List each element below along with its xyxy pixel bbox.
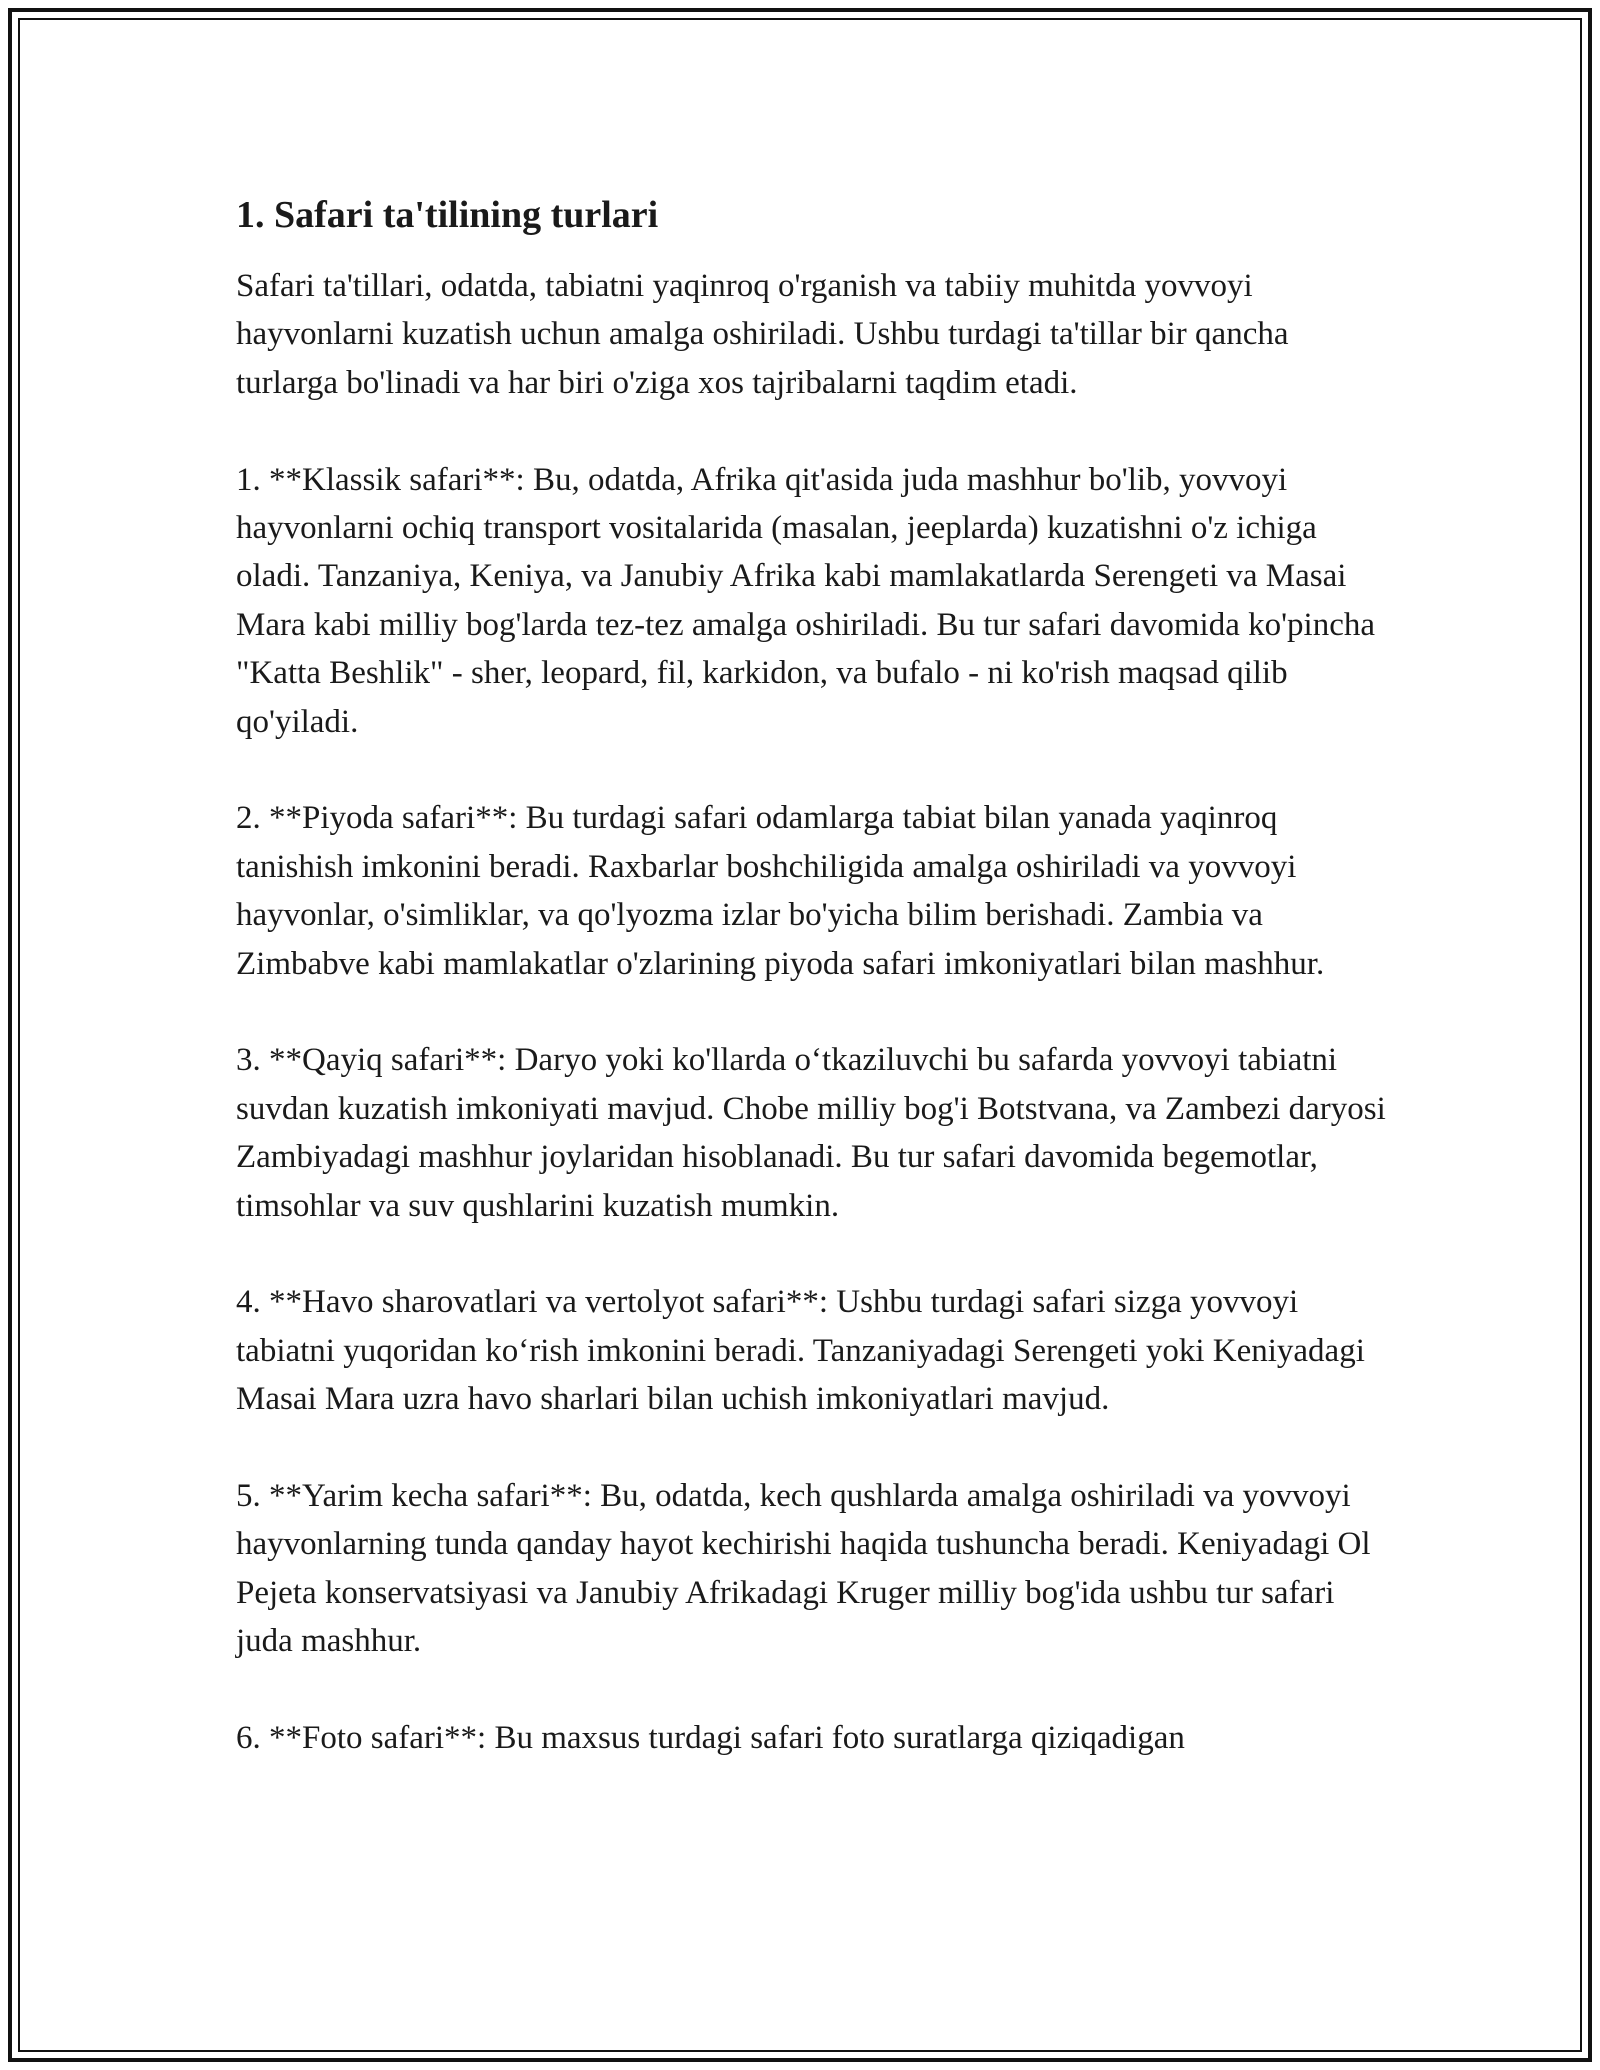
list-item-boat-safari: 3. **Qayiq safari**: Daryo yoki ko'llarda o‘tkaziluvchi bu safarda yovvoyi tabiatni suvdan kuzatish imkoniyati mavjud. Chobe milliy bog'i Botstvana, va Zambezi daryosi Zambiyadagi mashhur joylaridan hisoblanadi. Bu tur safari davomida begemotlar, timsohlar va suv qushlarini kuzatish mumkin. (236, 1042, 1386, 1224)
document-body (236, 186, 1386, 1811)
list-item-classic-safari: 1. **Klassik safari**: Bu, odatda, Afrika qit'asida juda mashhur bo'lib, yovvoyi hayvonlarni ochiq transport vositalarida (masalan, jeeplarda) kuzatishni o'z ichiga oladi. Tanzaniya, Keniya, va Janubiy Afrika kabi mamlakatlarda Serengeti va Masai Mara kabi milliy bog'larda tez-tez amalga oshiriladi. Bu tur safari davomida ko'pincha "Katta Beshlik" - sher, leopard, fil, karkidon, va bufalo - ni ko'rish maqsad qilib qo'yiladi. (236, 461, 1376, 740)
intro-paragraph: Safari ta'tillari, odatda, tabiatni yaqinroq o'rganish va tabiiy muhitda yovvoyi hayvonlarni kuzatish uchun amalga oshiriladi. Ushbu turdagi ta'tillar bir qancha turlarga bo'linadi va har biri o'ziga xos tajribalarni taqdim etadi. (236, 268, 1289, 401)
list-item-balloon-helicopter-safari: 4. **Havo sharovatlari va vertolyot safari**: Ushbu turdagi safari sizga yovvoyi tabiatni yuqoridan ko‘rish imkonini beradi. Tanzaniyadagi Serengeti yoki Keniyadagi Masai Mara uzra havo sharlari bilan uchish imkoniyatlari mavjud. (236, 1284, 1365, 1418)
section-heading: 1. Safari ta'tilining turlari (236, 194, 659, 236)
list-item-photo-safari: 6. **Foto safari**: Bu maxsus turdagi safari foto suratlarga qiziqadigan (236, 1720, 1185, 1757)
list-item-walking-safari: 2. **Piyoda safari**: Bu turdagi safari odamlarga tabiat bilan yanada yaqinroq tanishish imkonini beradi. Raxbarlar boshchiligida amalga oshiriladi va yovvoyi hayvonlar, o'simliklar, va qo'lyozma izlar bo'yicha bilim berishadi. Zambia va Zimbabve kabi mamlakatlar o'zlarining piyoda safari imkoniyatlari bilan mashhur. (236, 800, 1325, 982)
list-item-night-safari: 5. **Yarim kecha safari**: Bu, odatda, kech qushlarda amalga oshiriladi va yovvoyi hayvonlarning tunda qanday hayot kechirishi haqida tushuncha beradi. Keniyadagi Ol Pejeta konservatsiyasi va Janubiy Afrikadagi Kruger milliy bog'ida ushbu tur safari juda mashhur. (236, 1478, 1371, 1660)
